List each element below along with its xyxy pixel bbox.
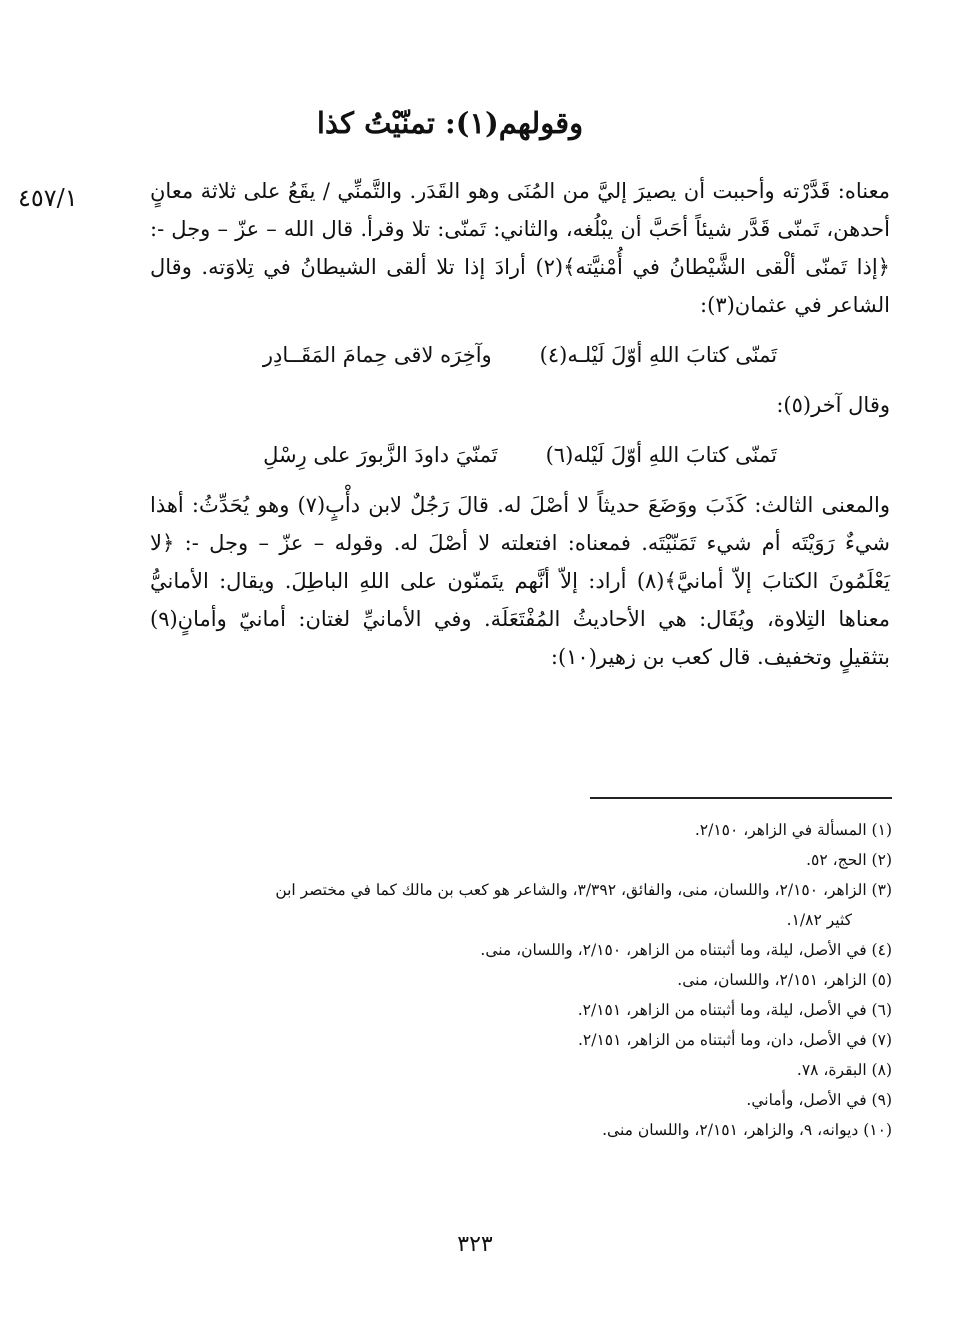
paragraph-third-meaning: والمعنى الثالث: كَذَبَ ووَضَعَ حديثاً لا أصْلَ له. قالَ رَجُلٌ لابن دأْبٍ(٧) وهو يُحَدِّثُ: أهذا شيءٌ رَوَيْتَه أم شيء تَمَنّيْتَه. فمعناه: افتعلته لا أصْلَ له. وقوله – عزّ – وجل -: ﴿لا يَعْلَمُونَ الكتابَ إلاّ أمانيَّ﴾(٨) أراد: إلاّ أنَّهم يتَمنّون على اللهِ الباطِلَ. ويقال: الأمانيُّ معناها التِلاوة، ويُقَال: هي الأحاديثُ المُفْتَعَلَة. وفي الأمانيِّ لغتان: أمانيّ وأمانٍ(٩) بتثقيلٍ وتخفيف. قال كعب بن زهير(١٠): xyxy=(150,493,890,669)
verse-line xyxy=(150,424,890,486)
footnote: (١٠) ديوانه، ٩، والزاهر، ٢/١٥١، واللسان منى. xyxy=(602,1121,892,1139)
verse-line xyxy=(150,324,890,386)
verse-second-hemistich: تَمنّيَ داودَ الزَّبورَ على رِسْلِ xyxy=(263,443,498,467)
footnote: (٢) الحج، ٥٢. xyxy=(806,851,892,869)
footnote: (٣) الزاهر، ٢/١٥٠، واللسان، منى، والفائق، ٣/٣٩٢، والشاعر هو كعب بن مالك كما في مختصر ابن xyxy=(275,881,892,899)
page-number: ٣٢٣ xyxy=(457,1232,493,1257)
verse-first-hemistich: تَمنّى كتابَ اللهِ أوّلَ لَيْلـه(٤) xyxy=(539,343,778,367)
footnote: (٧) في الأصل، دان، وما أثبتناه من الزاهر، ٢/١٥١. xyxy=(577,1031,892,1049)
main-text xyxy=(150,172,890,676)
verse-second-hemistich: وآخِرَه لاقى حِمامَ المَقَــادِر xyxy=(262,343,492,367)
paragraph-another-poet: وقال آخر(٥): xyxy=(776,393,890,417)
footnote: (٨) البقرة، ٧٨. xyxy=(796,1061,892,1079)
footnotes xyxy=(140,815,892,1145)
verse-first-hemistich: تَمنّى كتابَ اللهِ أوّلَ لَيْله(٦) xyxy=(545,443,777,467)
margin-page-reference: ٤٥٧/١ xyxy=(18,184,78,212)
footnote: (٥) الزاهر، ٢/١٥١، واللسان، منى. xyxy=(677,971,892,989)
footnote-continuation: كثير ١/٨٢. xyxy=(786,911,852,929)
footnote: (٤) في الأصل، ليلة، وما أثبتناه من الزاهر، ٢/١٥٠، واللسان، منى. xyxy=(480,941,892,959)
footnote: (١) المسألة في الزاهر، ٢/١٥٠. xyxy=(694,821,892,839)
paragraph-meaning: معناه: قَدَّرْته وأحببت أن يصيرَ إليَّ من المُنَى وهو القَدَر. والتَّمنِّي / يقَعُ على ثلاثة معانٍ أحدهن، تَمنّى قَدَّر شيئاً أحَبَّ أن يبْلُغه، والثاني: تَمنّى: تلا وقرأ. قال الله – عزّ – وجل -: ﴿إذا تَمنّى ألْقى الشَّيْطانُ في أُمْنيَّته﴾(٢) أرادَ إذا تلا ألقى الشيطانُ في تِلاوَته. وقال الشاعر في عثمان(٣): xyxy=(150,179,890,317)
section-title: وقولهم(١): تمنّيْتُ كذا xyxy=(316,106,584,140)
footnote: (٦) في الأصل، ليلة، وما أثبتناه من الزاهر، ٢/١٥١. xyxy=(577,1001,892,1019)
footnote: (٩) في الأصل، وأماني. xyxy=(746,1091,892,1109)
footnote-separator xyxy=(590,797,892,799)
